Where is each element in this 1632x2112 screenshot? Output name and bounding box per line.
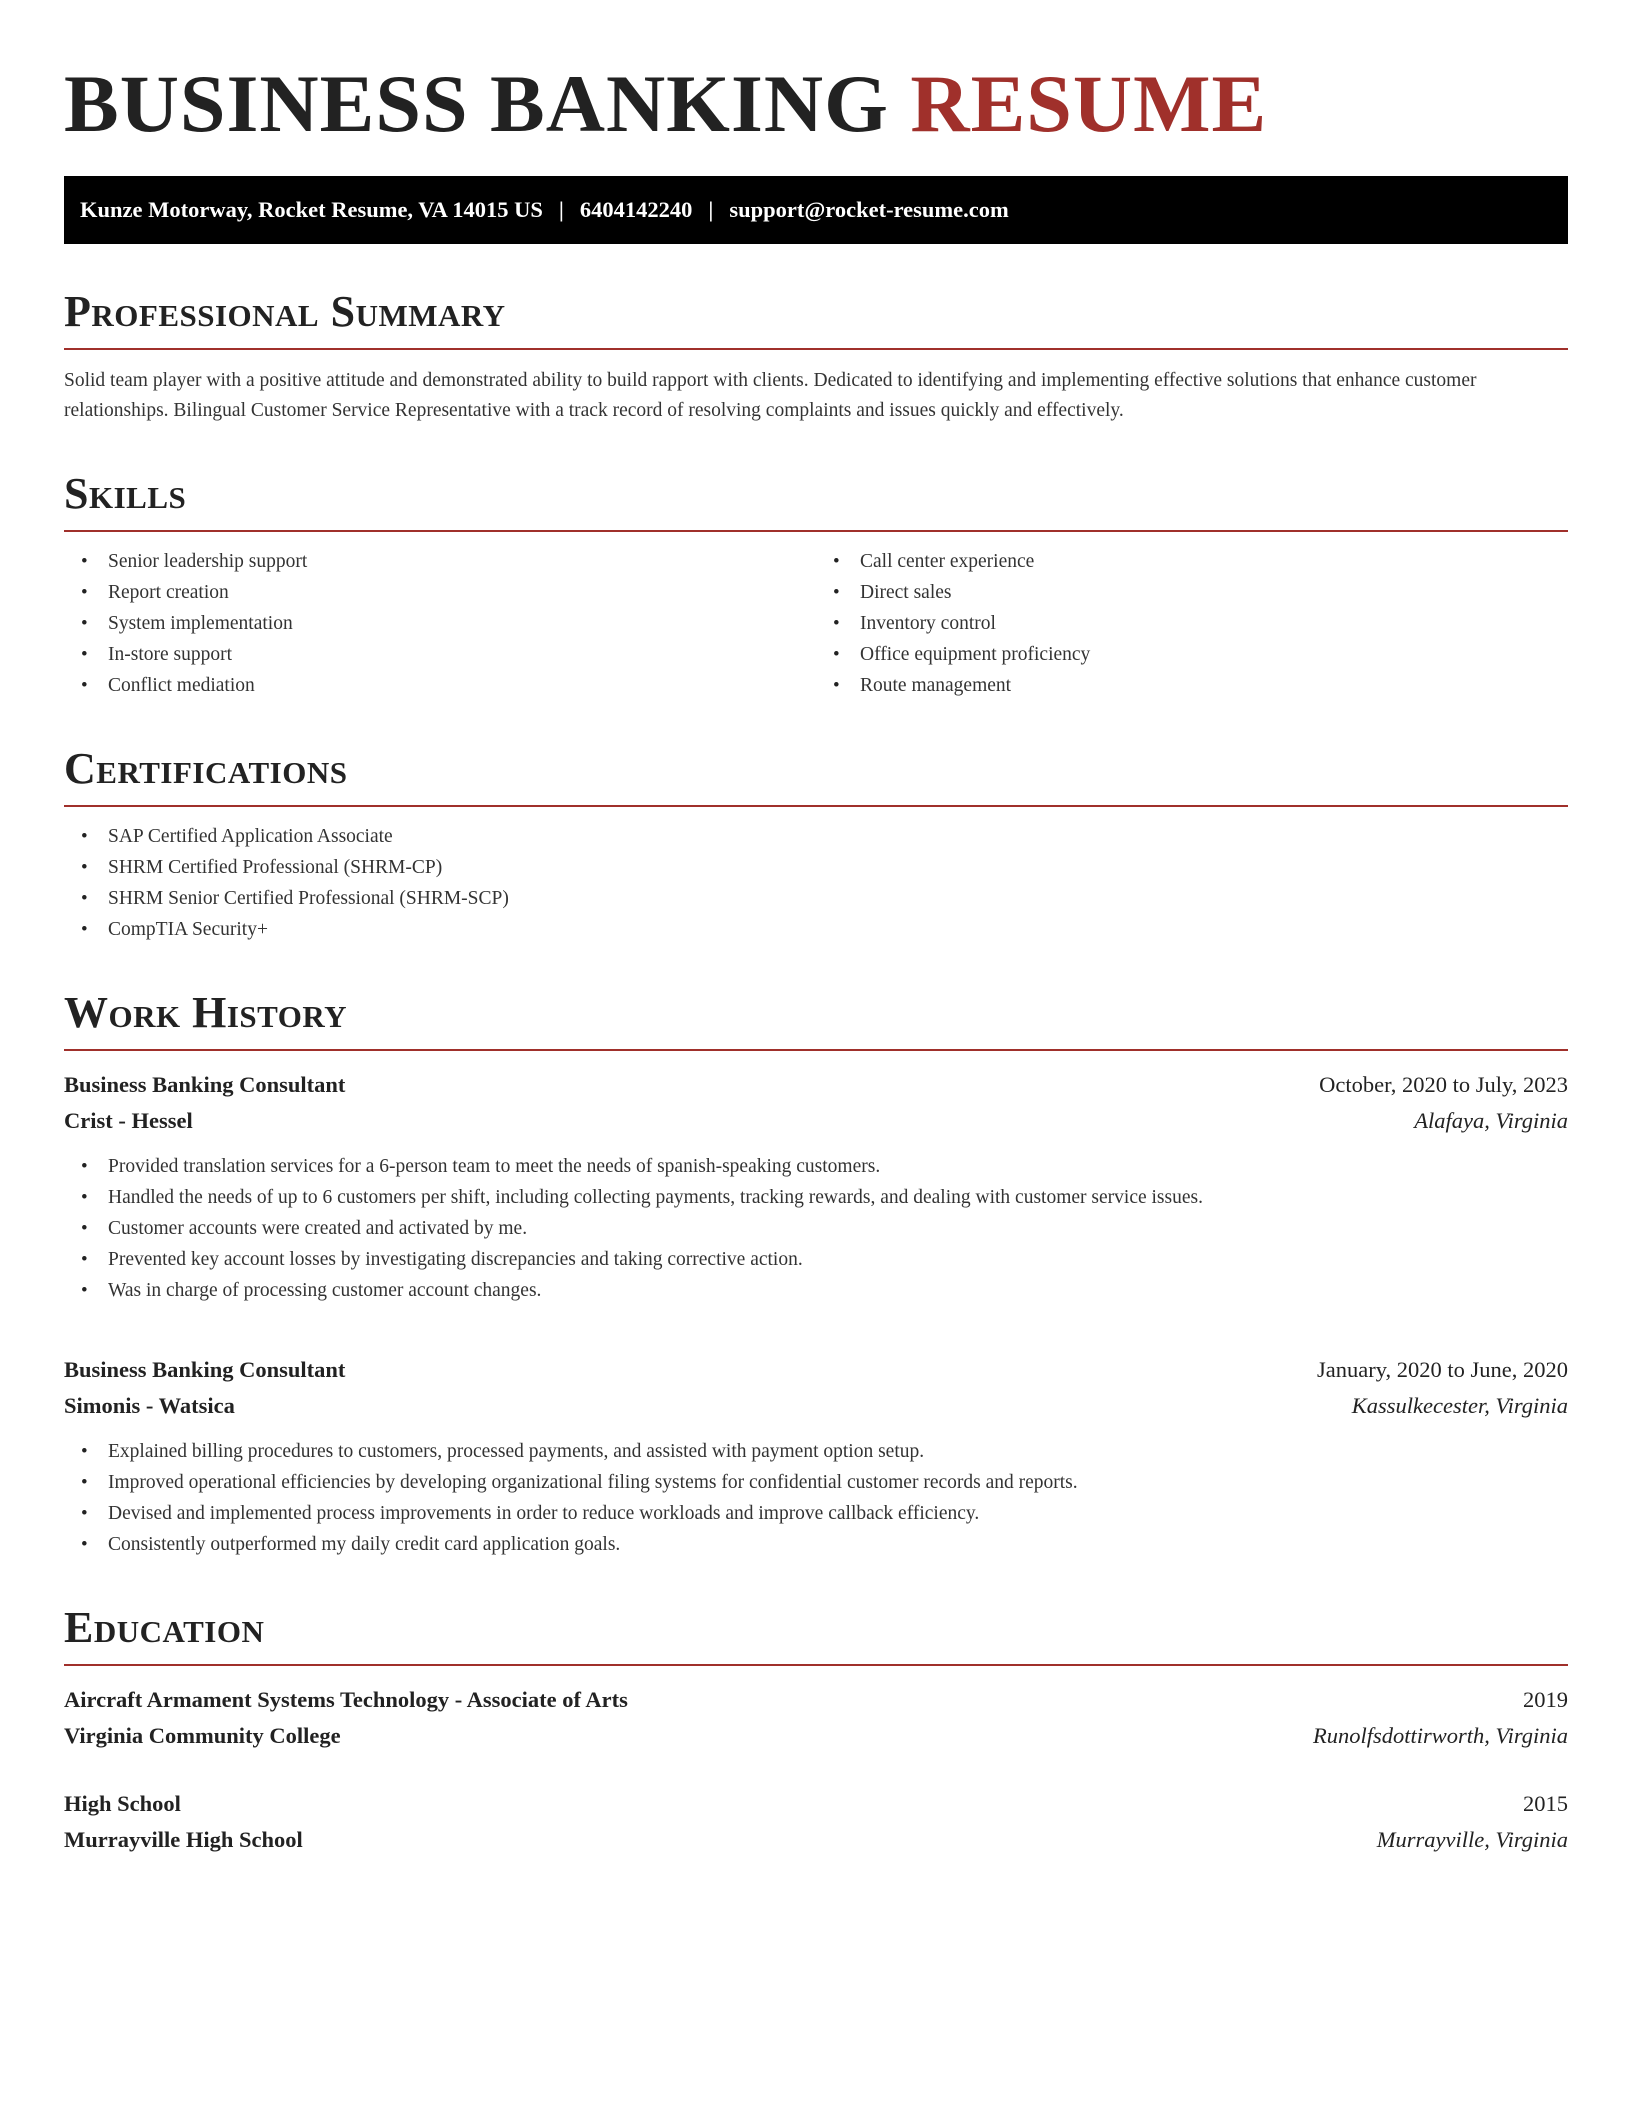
certifications-list [64, 821, 1568, 945]
skills-grid [64, 532, 1568, 701]
job-bullet: • Consistently outperformed my daily credit card application goals. [64, 1529, 1568, 1560]
education-header-row [64, 1786, 1568, 1822]
summary-text: Solid team player with a positive attitude and demonstrated ability to build rapport with clients. Dedicated to identifying and implementing effective solutions that enhance customer relationships. Bilingual Customer Service Representative with a track record of resolving complaints and issues quickly and effectively. [64, 370, 1477, 421]
education-location: Runolfsdottirworth, Virginia [1312, 1723, 1568, 1748]
education-header-row [64, 1682, 1568, 1718]
section-heading-work-history: Work History [64, 989, 1568, 1051]
job-entry [64, 1067, 1568, 1306]
skills-list-left [64, 546, 816, 701]
contact-bar [64, 176, 1568, 244]
section-heading-education: Education [64, 1604, 1568, 1666]
section-heading-summary: Professional Summary [64, 288, 1568, 350]
education-school: Murrayville High School [64, 1827, 303, 1852]
job-bullet: • Devised and implemented process improvements in order to reduce workloads and improve callback efficiency. [64, 1498, 1568, 1529]
job-title: Business Banking Consultant [64, 1072, 346, 1097]
job-bullet: • Improved operational efficiencies by developing organizational filing systems for confidential customer records and reports. [64, 1467, 1568, 1498]
skill-item: • Call center experience [816, 546, 1568, 577]
skill-item: • Inventory control [816, 608, 1568, 639]
job-header-row [64, 1067, 1568, 1103]
certification-item: • SHRM Certified Professional (SHRM-CP) [64, 852, 1568, 883]
skill-item: • Direct sales [816, 577, 1568, 608]
work-history-section [64, 989, 1568, 1560]
education-location: Murrayville, Virginia [1376, 1827, 1568, 1852]
contact-separator: | [708, 197, 714, 222]
education-school-row [64, 1822, 1568, 1858]
skill-item: • In-store support [64, 639, 816, 670]
education-section [64, 1604, 1568, 1858]
education-degree: High School [64, 1791, 181, 1816]
title-accent: RESUME [910, 58, 1268, 149]
job-header-row [64, 1352, 1568, 1388]
job-company: Crist - Hessel [64, 1108, 193, 1133]
certifications-section [64, 745, 1568, 945]
certification-item: • CompTIA Security+ [64, 914, 1568, 945]
job-bullet: • Explained billing procedures to customers, processed payments, and assisted with payment option setup. [64, 1436, 1568, 1467]
section-heading-skills: Skills [64, 470, 1568, 532]
job-dates: January, 2020 to June, 2020 [1316, 1357, 1568, 1382]
job-bullet: • Customer accounts were created and activated by me. [64, 1213, 1568, 1244]
job-dates: October, 2020 to July, 2023 [1319, 1072, 1568, 1097]
education-year: 2019 [1523, 1687, 1568, 1712]
job-bullet: • Prevented key account losses by investigating discrepancies and taking corrective action. [64, 1244, 1568, 1275]
job-company-row [64, 1103, 1568, 1139]
job-bullet: • Handled the needs of up to 6 customers per shift, including collecting payments, tracking rewards, and dealing with customer service issues. [64, 1182, 1568, 1213]
job-bullet: • Provided translation services for a 6-person team to meet the needs of spanish-speaking customers. [64, 1151, 1568, 1182]
skill-item: • Office equipment proficiency [816, 639, 1568, 670]
job-company: Simonis - Watsica [64, 1393, 235, 1418]
skill-item: • Senior leadership support [64, 546, 816, 577]
job-bullets [64, 1436, 1568, 1560]
section-heading-certifications: Certifications [64, 745, 1568, 807]
education-degree: Aircraft Armament Systems Technology - Associate of Arts [64, 1687, 628, 1712]
skill-item: • Report creation [64, 577, 816, 608]
title-main: BUSINESS BANKING [64, 58, 889, 149]
contact-address: Kunze Motorway, Rocket Resume, VA 14015 US [80, 197, 543, 222]
certification-item: • SAP Certified Application Associate [64, 821, 1568, 852]
certification-item: • SHRM Senior Certified Professional (SHRM-SCP) [64, 883, 1568, 914]
skills-list-right [816, 546, 1568, 701]
summary-section [64, 288, 1568, 426]
skill-item: • System implementation [64, 608, 816, 639]
job-bullet: • Was in charge of processing customer account changes. [64, 1275, 1568, 1306]
job-company-row [64, 1388, 1568, 1424]
education-entry [64, 1786, 1568, 1858]
job-bullets [64, 1151, 1568, 1306]
job-location: Alafaya, Virginia [1414, 1108, 1568, 1133]
job-location: Kassulkecester, Virginia [1351, 1393, 1568, 1418]
contact-email: support@rocket-resume.com [729, 197, 1009, 222]
job-title: Business Banking Consultant [64, 1357, 346, 1382]
skills-section [64, 470, 1568, 701]
contact-phone: 6404142240 [579, 197, 693, 222]
skill-item: • Conflict mediation [64, 670, 816, 701]
contact-separator: | [558, 197, 564, 222]
education-year: 2015 [1523, 1791, 1568, 1816]
education-school-row [64, 1718, 1568, 1754]
education-entry [64, 1682, 1568, 1754]
skill-item: • Route management [816, 670, 1568, 701]
job-entry [64, 1352, 1568, 1560]
resume-title [64, 56, 1568, 152]
education-school: Virginia Community College [64, 1723, 341, 1748]
